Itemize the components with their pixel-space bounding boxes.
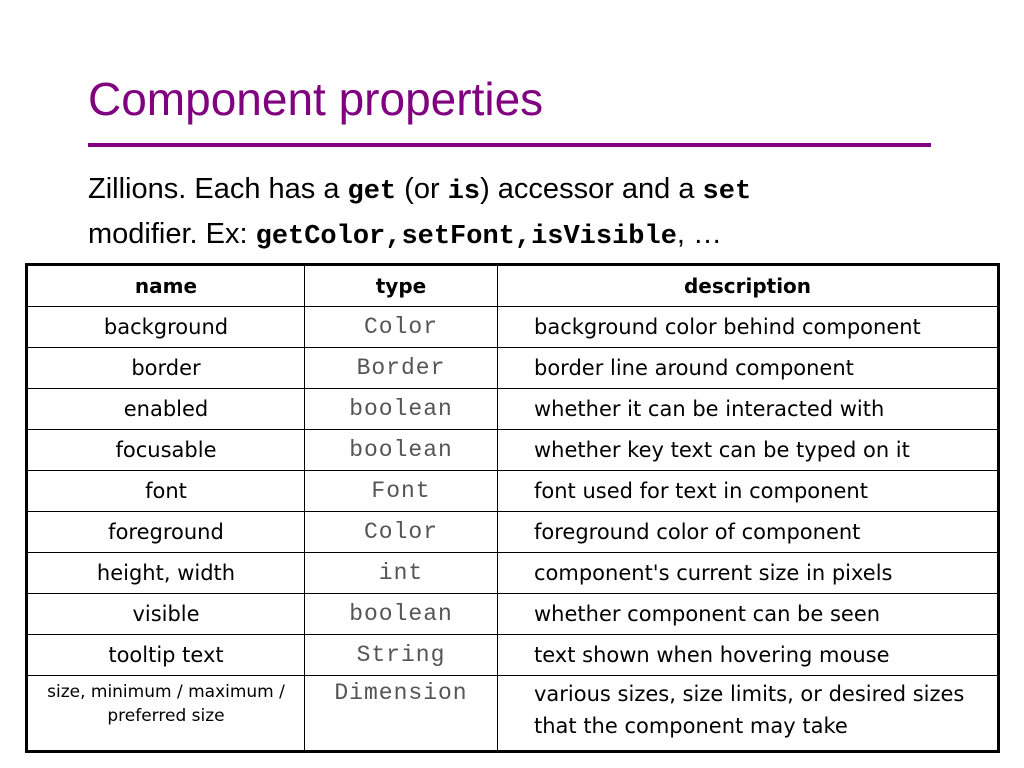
cell-description: font used for text in component [498,471,999,512]
cell-description: whether component can be seen [498,594,999,635]
title-underline [88,143,931,147]
header-type: type [305,265,498,307]
cell-name: border [27,348,305,389]
cell-name: size, minimum / maximum / preferred size [27,676,305,752]
code-set: set [702,177,752,207]
code-is: is [447,177,481,207]
cell-name: height, width [27,553,305,594]
intro-line1-c: ) accessor and a [480,173,703,205]
cell-type: boolean [305,594,498,635]
cell-type: int [305,553,498,594]
header-name: name [27,265,305,307]
intro-line2-b: , … [676,218,723,250]
properties-table [25,263,1000,753]
intro-line1-a: Zillions. Each has a [88,173,348,205]
cell-description: text shown when hovering mouse [498,635,999,676]
table-row [27,307,999,348]
table-row [27,512,999,553]
table-row [27,676,999,752]
code-get: get [347,177,397,207]
cell-name: enabled [27,389,305,430]
cell-name: tooltip text [27,635,305,676]
cell-type: Border [305,348,498,389]
table-row [27,430,999,471]
table-row [27,471,999,512]
cell-name: foreground [27,512,305,553]
cell-type: Font [305,471,498,512]
table-row [27,389,999,430]
cell-description: border line around component [498,348,999,389]
table-row [27,594,999,635]
cell-description: various sizes, size limits, or desired sizes that the component may take [498,676,999,752]
table-header-row [27,265,999,307]
cell-name: font [27,471,305,512]
table-row [27,553,999,594]
cell-description: foreground color of component [498,512,999,553]
cell-name: focusable [27,430,305,471]
slide-title: Component properties [88,73,544,125]
cell-type: Color [305,307,498,348]
cell-name: background [27,307,305,348]
cell-description: whether key text can be typed on it [498,430,999,471]
intro-text [88,168,988,258]
cell-description: background color behind component [498,307,999,348]
intro-line2-a: modifier. Ex: [88,218,256,250]
cell-type: boolean [305,430,498,471]
cell-name: visible [27,594,305,635]
cell-description: component's current size in pixels [498,553,999,594]
code-examples: getColor,setFont,isVisible [255,222,677,252]
cell-type: Dimension [305,676,498,752]
cell-type: String [305,635,498,676]
cell-description: whether it can be interacted with [498,389,999,430]
table-row [27,348,999,389]
header-description: description [498,265,999,307]
intro-line1-b: (or [396,173,448,205]
table-row [27,635,999,676]
cell-type: Color [305,512,498,553]
cell-type: boolean [305,389,498,430]
